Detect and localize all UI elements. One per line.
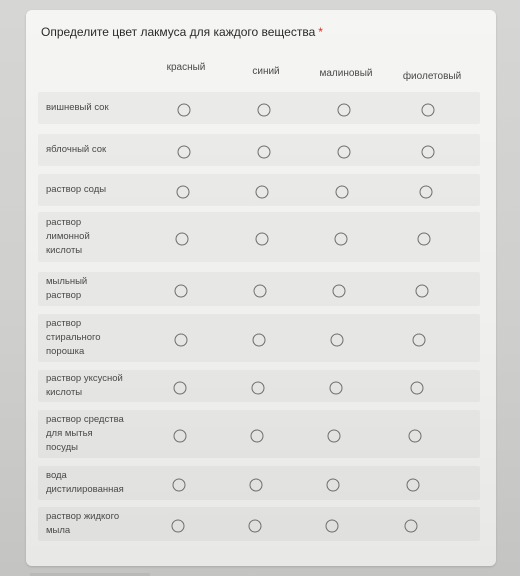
required-marker: *	[318, 25, 323, 39]
radio-soap-solution-violet[interactable]	[416, 285, 429, 298]
row-label-liquid-soap-solution: раствор жидкого мыла	[46, 511, 120, 536]
row-label-soda-solution: раствор соды	[46, 184, 107, 195]
column-header-violet: фиолетовый	[402, 71, 462, 82]
radio-vinegar-solution-crimson[interactable]	[330, 382, 343, 395]
radio-detergent-solution-blue[interactable]	[253, 334, 266, 347]
radio-soda-solution-violet[interactable]	[420, 186, 433, 199]
radio-distilled-water-violet[interactable]	[407, 479, 420, 492]
row-label-citric-acid-solution: раствор лимонной кислоты	[46, 217, 90, 256]
question-title-text: Определите цвет лакмуса для каждого вещества	[41, 25, 316, 39]
row-label-vinegar-solution: раствор уксусной кислоты	[46, 373, 123, 398]
radio-cherry-juice-violet[interactable]	[422, 104, 435, 117]
radio-vinegar-solution-blue[interactable]	[252, 382, 265, 395]
row-label-dish-soap-solution: раствор средства для мытья посуды	[46, 414, 124, 453]
radio-cherry-juice-crimson[interactable]	[338, 104, 351, 117]
column-header-red: красный	[166, 62, 206, 73]
row-label-cherry-juice: вишневый сок	[46, 102, 109, 113]
radio-dish-soap-solution-crimson[interactable]	[328, 430, 341, 443]
column-header-crimson: малиновый	[319, 68, 373, 79]
radio-detergent-solution-red[interactable]	[175, 334, 188, 347]
radio-liquid-soap-solution-crimson[interactable]	[326, 520, 339, 533]
radio-apple-juice-blue[interactable]	[258, 146, 271, 159]
radio-soda-solution-blue[interactable]	[256, 186, 269, 199]
radio-detergent-solution-violet[interactable]	[413, 334, 426, 347]
radio-soap-solution-red[interactable]	[175, 285, 188, 298]
radio-liquid-soap-solution-violet[interactable]	[405, 520, 418, 533]
radio-dish-soap-solution-red[interactable]	[174, 430, 187, 443]
radio-distilled-water-crimson[interactable]	[327, 479, 340, 492]
question-title	[41, 25, 323, 39]
radio-apple-juice-crimson[interactable]	[338, 146, 351, 159]
question-card	[26, 10, 496, 566]
row-label-soap-solution: мыльный раствор	[46, 276, 88, 301]
radio-vinegar-solution-red[interactable]	[174, 382, 187, 395]
radio-soda-solution-crimson[interactable]	[336, 186, 349, 199]
radio-detergent-solution-crimson[interactable]	[331, 334, 344, 347]
radio-liquid-soap-solution-blue[interactable]	[249, 520, 262, 533]
row-label-detergent-solution: раствор стирального порошка	[46, 318, 101, 357]
radio-citric-acid-solution-red[interactable]	[176, 233, 189, 246]
radio-vinegar-solution-violet[interactable]	[411, 382, 424, 395]
radio-liquid-soap-solution-red[interactable]	[172, 520, 185, 533]
radio-cherry-juice-blue[interactable]	[258, 104, 271, 117]
column-header-blue: синий	[252, 66, 280, 77]
radio-apple-juice-violet[interactable]	[422, 146, 435, 159]
radio-distilled-water-red[interactable]	[173, 479, 186, 492]
radio-soap-solution-blue[interactable]	[254, 285, 267, 298]
radio-citric-acid-solution-crimson[interactable]	[335, 233, 348, 246]
radio-soda-solution-red[interactable]	[177, 186, 190, 199]
radio-distilled-water-blue[interactable]	[250, 479, 263, 492]
radio-dish-soap-solution-blue[interactable]	[251, 430, 264, 443]
radio-soap-solution-crimson[interactable]	[333, 285, 346, 298]
radio-dish-soap-solution-violet[interactable]	[409, 430, 422, 443]
row-label-distilled-water: вода дистилированная	[46, 470, 124, 495]
radio-cherry-juice-red[interactable]	[178, 104, 191, 117]
radio-apple-juice-red[interactable]	[178, 146, 191, 159]
radio-citric-acid-solution-blue[interactable]	[256, 233, 269, 246]
radio-citric-acid-solution-violet[interactable]	[418, 233, 431, 246]
row-label-apple-juice: яблочный сок	[46, 144, 107, 155]
